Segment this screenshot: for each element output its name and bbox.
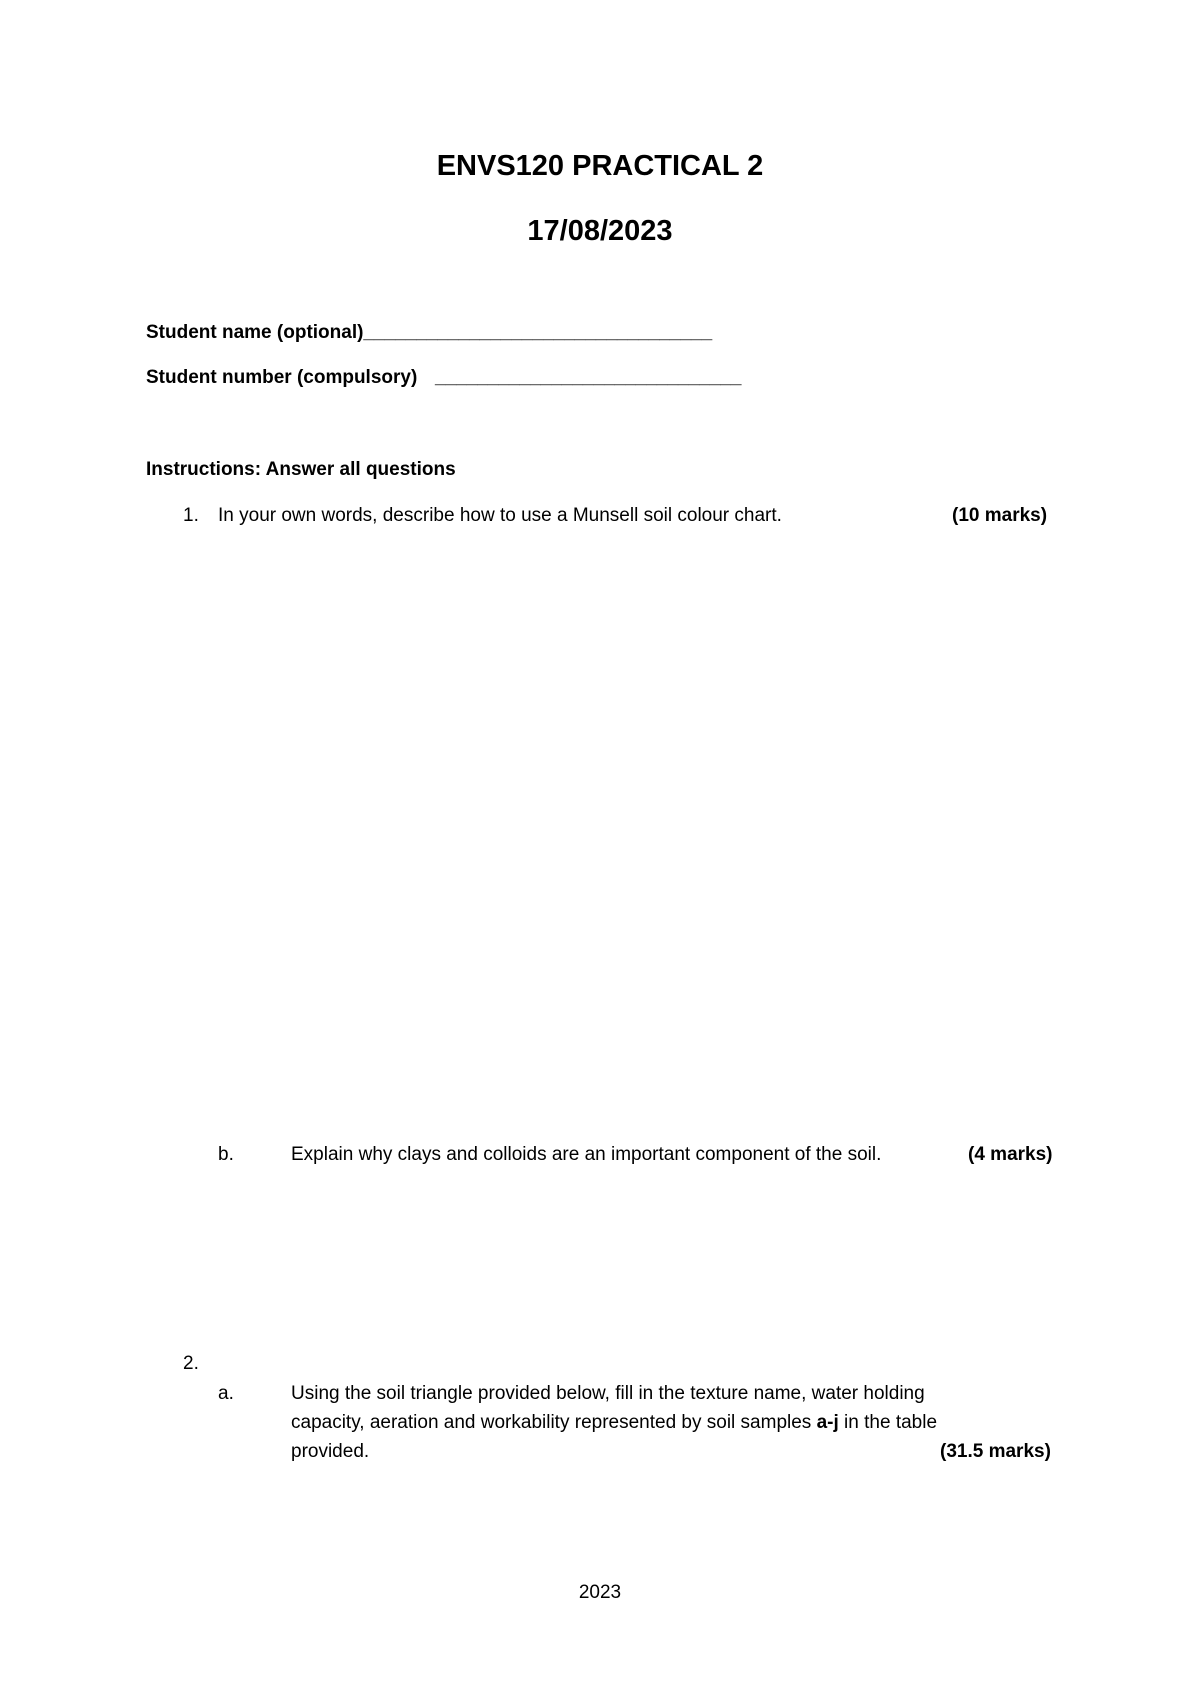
page-footer-year: 2023: [578, 1582, 622, 1603]
instructions-heading: Instructions: Answer all questions: [146, 459, 456, 480]
document-title: ENVS120 PRACTICAL 2: [436, 150, 764, 182]
question-2a-samples: a-j: [816, 1412, 839, 1433]
question-2-number: 2.: [183, 1353, 199, 1374]
question-2a-letter: a.: [218, 1383, 234, 1404]
question-2a-marks: (31.5 marks): [940, 1441, 1051, 1462]
document-date: 17/08/2023: [527, 215, 673, 247]
question-1b-marks: (4 marks): [968, 1144, 1053, 1165]
question-2a-line-2: [291, 1412, 937, 1434]
question-2a-line-1: Using the soil triangle provided below, fill in the texture name, water holding: [291, 1383, 925, 1404]
question-1-marks: (10 marks): [952, 505, 1048, 526]
question-2a-line-3: provided.: [291, 1441, 370, 1462]
question-1-text: In your own words, describe how to use a Munsell soil colour chart.: [218, 505, 782, 526]
question-1b-letter: b.: [218, 1144, 234, 1165]
student-number-line: _____________________________: [435, 367, 742, 388]
question-1-number: 1.: [183, 505, 199, 526]
question-1b-text: Explain why clays and colloids are an important component of the soil.: [291, 1144, 882, 1165]
question-2a-line-2-post: in the table: [838, 1412, 938, 1433]
student-name-field: Student name (optional)_________________________________: [146, 322, 713, 343]
student-number-label: Student number (compulsory): [146, 367, 418, 388]
question-2a-line-2-pre: capacity, aeration and workability represented by soil samples: [291, 1412, 817, 1433]
